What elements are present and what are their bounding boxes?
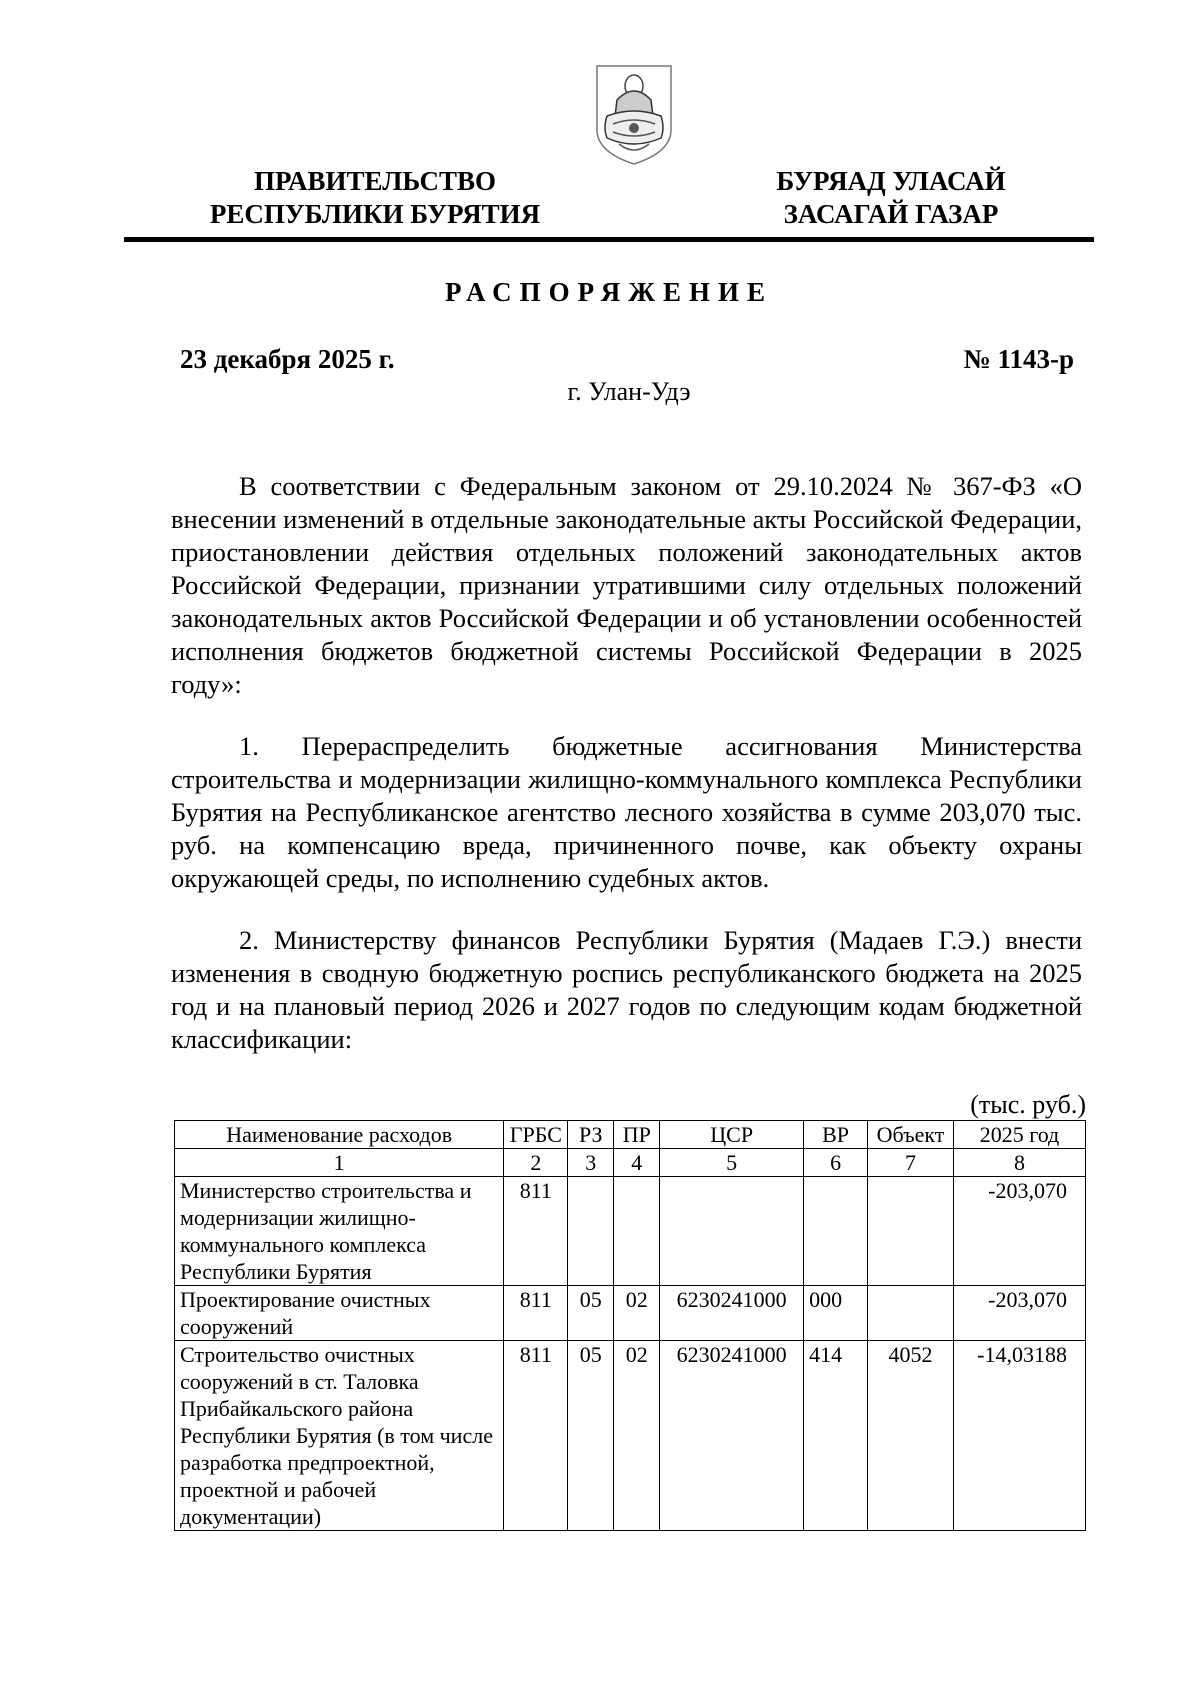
column-number-cell: 6 [804, 1149, 868, 1177]
rz-cell [568, 1177, 614, 1286]
grbs-cell: 811 [504, 1286, 568, 1341]
header-cell: РЗ [568, 1121, 614, 1149]
csr-cell [660, 1177, 804, 1286]
pr-cell: 02 [614, 1341, 660, 1531]
government-name-bua [736, 165, 1046, 231]
government-name-bua-line2: ЗАСАГАЙ ГАЗАР [783, 199, 999, 229]
pr-cell [614, 1177, 660, 1286]
object-cell [868, 1177, 954, 1286]
header-cell: Объект [868, 1121, 954, 1149]
rz-cell: 05 [568, 1286, 614, 1341]
object-cell: 4052 [868, 1341, 954, 1531]
amount-cell: -203,070 [954, 1286, 1086, 1341]
csr-cell: 6230241000 [660, 1286, 804, 1341]
document-city: г. Улан-Удэ [567, 377, 691, 406]
table-units: (тыс. руб.) [970, 1090, 1086, 1119]
clause-1-paragraph: 1. Перераспределить бюджетные ассигнования Министерства строительства и модернизации жилищно-коммунального комплекса Республики Бурятия на Республиканское агентство лесного хозяйства в сумме 203,070 тыс. руб. на компенсацию вреда, причиненного почве, как объекту охраны окружающей среды, по исполнению судебных актов. [171, 731, 1082, 893]
government-name-ru-line2: РЕСПУБЛИКИ БУРЯТИЯ [209, 199, 541, 229]
column-number-row [175, 1149, 1086, 1177]
amount-cell: -14,03188 [954, 1341, 1086, 1531]
table-row [175, 1286, 1086, 1341]
table-row [175, 1177, 1086, 1286]
header-divider [124, 237, 1094, 242]
document-title: РАСПОРЯЖЕНИЕ [444, 277, 774, 307]
table-row [175, 1341, 1086, 1531]
object-cell [868, 1286, 954, 1341]
pr-cell: 02 [614, 1286, 660, 1341]
header-cell: ВР [804, 1121, 868, 1149]
header-cell: 2025 год [954, 1121, 1086, 1149]
document-date: 23 декабря 2025 г. [180, 344, 395, 374]
clause-2-paragraph: 2. Министерству финансов Республики Бурятия (Мадаев Г.Э.) внести изменения в сводную бюджетную роспись республиканского бюджета на 2025 год и на плановый период 2026 и 2027 годов по следующим кодам бюджетной классификации: [171, 925, 1082, 1054]
vr-cell: 414 [804, 1341, 868, 1531]
vr-cell [804, 1177, 868, 1286]
expense-name-cell: Строительство очистных сооружений в ст. Таловка Прибайкальского района Республики Бурятия (в том числе разработка предпроектной, проектной и рабочей документации) [175, 1341, 504, 1531]
coat-of-arms-icon [589, 60, 679, 168]
grbs-cell: 811 [504, 1177, 568, 1286]
government-name-ru-line1: ПРАВИТЕЛЬСТВО [253, 166, 497, 196]
header-cell: ГРБС [504, 1121, 568, 1149]
government-name-ru [165, 165, 585, 231]
grbs-cell: 811 [504, 1341, 568, 1531]
header-cell: ПР [614, 1121, 660, 1149]
document-number: № 1143-р [963, 344, 1074, 374]
header-cell: Наименование расходов [175, 1121, 504, 1149]
rz-cell: 05 [568, 1341, 614, 1531]
csr-cell: 6230241000 [660, 1341, 804, 1531]
vr-cell: 000 [804, 1286, 868, 1341]
column-number-cell: 8 [954, 1149, 1086, 1177]
column-number-cell: 5 [660, 1149, 804, 1177]
column-number-cell: 7 [868, 1149, 954, 1177]
column-number-cell: 4 [614, 1149, 660, 1177]
column-number-cell: 2 [504, 1149, 568, 1177]
expense-name-cell: Министерство строительства и модернизации жилищно-коммунального комплекса Республики Бурятия [175, 1177, 504, 1286]
expense-name-cell: Проектирование очистных сооружений [175, 1286, 504, 1341]
header-cell: ЦСР [660, 1121, 804, 1149]
preamble-paragraph: В соответствии с Федеральным законом от 29.10.2024 № 367-ФЗ «О внесении изменений в отдельные законодательные акты Российской Федерации, приостановлении действия отдельных положений законодательных актов Российской Федерации, признании утратившими силу отдельных положений законодательных актов Российской Федерации и об установлении особенностей исполнения бюджетов бюджетной системы Российской Федерации в 2025 году»: [171, 471, 1082, 699]
budget-classification-table [174, 1120, 1086, 1531]
government-name-bua-line1: БУРЯАД УЛАСАЙ [776, 166, 1006, 196]
column-number-cell: 1 [175, 1149, 504, 1177]
table-header-row [175, 1121, 1086, 1149]
amount-cell: -203,070 [954, 1177, 1086, 1286]
column-number-cell: 3 [568, 1149, 614, 1177]
